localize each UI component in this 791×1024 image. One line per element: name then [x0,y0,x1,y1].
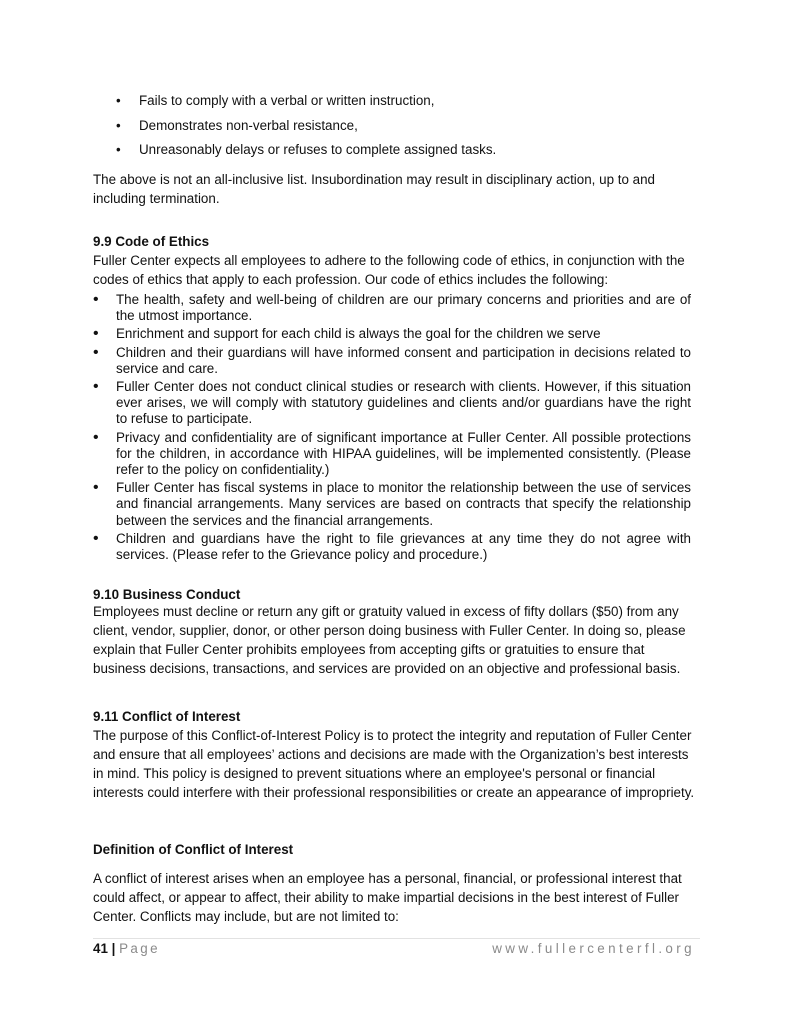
insubordination-list [113,89,700,163]
list-item: • Fuller Center has fiscal systems in place to monitor the relationship between the use of services and financial arrangements. Many services are based on contracts that specify the relationship between the services and the financial arrangements. [93,480,691,529]
insubordination-note: The above is not an all-inclusive list. Insubordination may result in disciplinary action, up to and including termination. [93,172,655,206]
list-item: • Privacy and confidentiality are of significant importance at Fuller Center. All possible protections for the children, in accordance with HIPAA guidelines, will be implemented consistently. (Please refer to the policy on confidentiality.) [93,430,691,479]
list-item: • Children and guardians have the right to file grievances at any time they do not agree with services. (Please refer to the Grievance policy and procedure.) [93,531,691,563]
code-of-ethics-intro: Fuller Center expects all employees to adhere to the following code of ethics, in conjunction with the codes of ethics that apply to each profession. Our code of ethics includes the following: [93,253,685,287]
code-of-ethics-list [93,292,691,565]
section-heading-conflict-of-interest: 9.11 Conflict of Interest [93,709,241,724]
business-conduct-text: Employees must decline or return any gift or gratuity valued in excess of fifty dollars ($50) from any client, vendor, supplier, donor, or other person doing business with Fuller Center. In doing so, please explain that Fuller Center prohibits employees from accepting gifts or gratuities to ensure that business decisions, transactions, and services are provided on an objective and professional basis. [93,604,686,676]
list-item: • Demonstrates non-verbal resistance, [113,114,700,139]
list-item: • Children and their guardians will have informed consent and participation in decisions related to service and care. [93,345,691,377]
list-item: • Fuller Center does not conduct clinical studies or research with clients. However, if this situation ever arises, we will comply with statutory guidelines and clients and/or guardians have the right to refuse to participate. [93,379,691,428]
list-item: • The health, safety and well-being of children are our primary concerns and priorities and are of the utmost importance. [93,292,691,324]
page-separator: | [107,941,120,956]
section-heading-code-of-ethics: 9.9 Code of Ethics [93,234,210,249]
page-label: Page [119,941,160,956]
list-item: • Fails to comply with a verbal or written instruction, [113,89,700,114]
section-heading-business-conduct: 9.10 Business Conduct [93,587,241,602]
page-number [93,941,160,956]
footer-website: www.fullercenterfl.org [492,941,695,956]
page-number-value: 41 [93,941,108,956]
list-item: • Enrichment and support for each child is always the goal for the children we serve [93,326,691,342]
subheading-definition: Definition of Conflict of Interest [93,842,294,857]
footer-divider [93,938,700,939]
list-item: • Unreasonably delays or refuses to complete assigned tasks. [113,138,700,163]
definition-text: A conflict of interest arises when an employee has a personal, financial, or professional interest that could affect, or appear to affect, their ability to make impartial decisions in the best interest of Fuller Center. Conflicts may include, but are not limited to: [93,871,682,924]
conflict-of-interest-text: The purpose of this Conflict-of-Interest Policy is to protect the integrity and reputation of Fuller Center and ensure that all employees’ actions and decisions are made with the Organization’s best interests in mind. This policy is designed to prevent situations where an employee's personal or financial interests could interfere with their professional responsibilities or create an appearance of impropriety. [93,728,695,800]
